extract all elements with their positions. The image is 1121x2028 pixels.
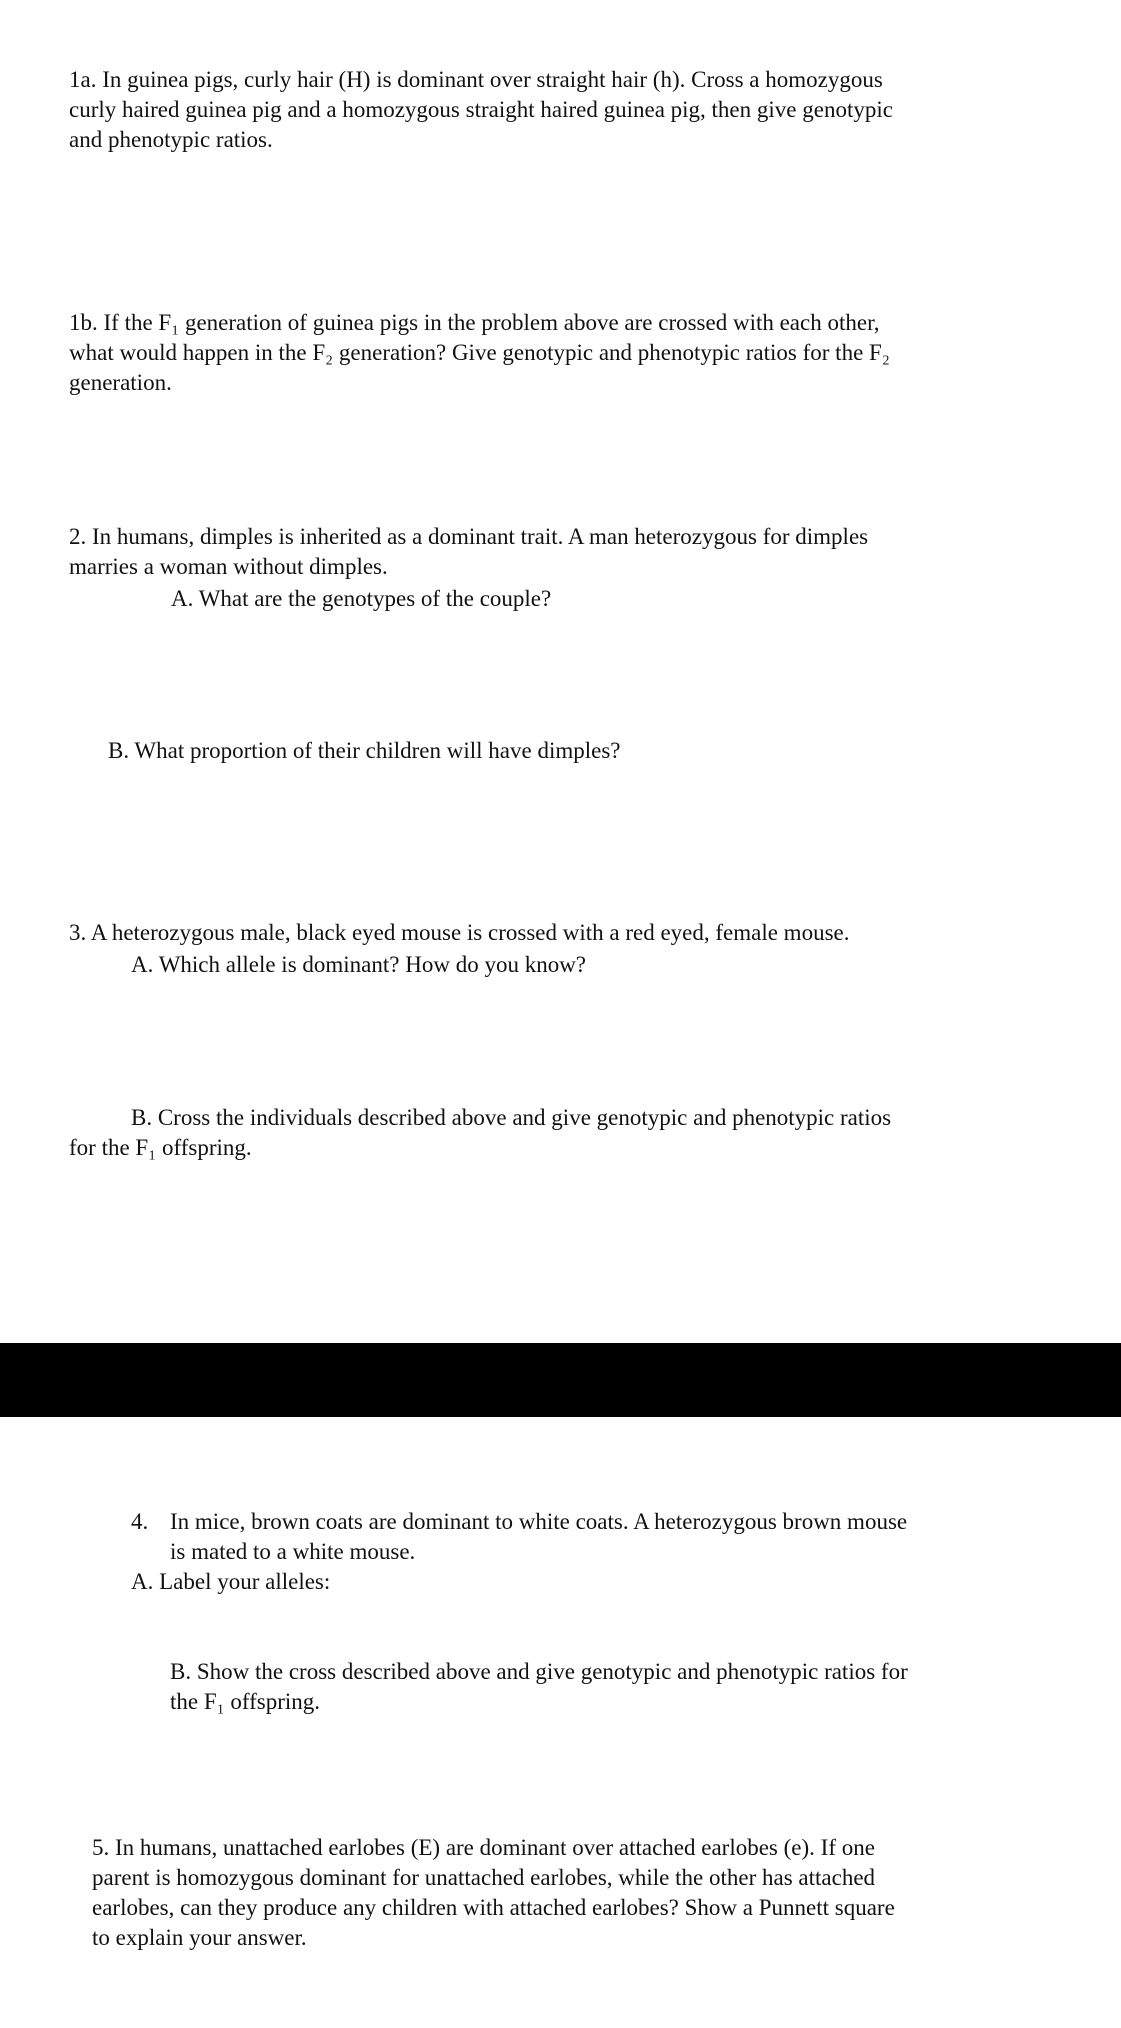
question-3b-line: B. Cross the individuals described above and give genotypic and phenotypic ratios [131,1105,892,1130]
question-4-line: is mated to a white mouse. [170,1539,416,1564]
question-5-line: to explain your answer. [92,1925,307,1950]
question-4a [131,1567,1121,1597]
question-3b [69,1103,1059,1163]
question-1b [69,308,1059,398]
question-3 [69,918,1059,948]
question-5 [92,1833,1032,1953]
question-2 [69,522,1059,582]
question-2b-text: B. What proportion of their children will have dimples? [108,738,621,763]
question-2a [171,584,1121,614]
question-3b-line: for the F₁ offspring. [69,1135,252,1160]
question-4b-line: B. Show the cross described above and give genotypic and phenotypic ratios for [170,1659,908,1684]
question-5-line: earlobes, can they produce any children with attached earlobes? Show a Punnett square [92,1895,895,1920]
question-4b [170,1657,1030,1717]
question-1b-line: what would happen in the F₂ generation? Give genotypic and phenotypic ratios for the F₂ [69,340,890,365]
question-1b-line: 1b. If the F₁ generation of guinea pigs in the problem above are crossed with each other, [69,310,880,335]
question-1b-line: generation. [69,370,172,395]
question-4b-line: the F₁ offspring. [170,1689,321,1714]
question-5-line: 5. In humans, unattached earlobes (E) are dominant over attached earlobes (e). If one [92,1835,875,1860]
question-1a-line: 1a. In guinea pigs, curly hair (H) is dominant over straight hair (h). Cross a homozygous [69,67,883,92]
question-1a-line: curly haired guinea pig and a homozygous straight haired guinea pig, then give genotypic [69,97,893,122]
question-1a [69,65,1059,155]
question-2-line: 2. In humans, dimples is inherited as a dominant trait. A man heterozygous for dimples [69,524,869,549]
question-3a-text: A. Which allele is dominant? How do you know? [131,952,587,977]
question-3-stem: 3. A heterozygous male, black eyed mouse is crossed with a red eyed, female mouse. [69,920,850,945]
black-divider-band [0,1343,1121,1417]
question-4a-text: A. Label your alleles: [131,1569,331,1594]
question-2-line: marries a woman without dimples. [69,554,388,579]
question-5-line: parent is homozygous dominant for unattached earlobes, while the other has attached [92,1865,876,1890]
question-2a-text: A. What are the genotypes of the couple? [171,586,552,611]
question-4 [131,1507,1031,1567]
question-1a-line: and phenotypic ratios. [69,127,273,152]
question-4-number: 4. [131,1509,149,1534]
question-2b [108,736,1098,766]
question-4-line: In mice, brown coats are dominant to white coats. A heterozygous brown mouse [170,1509,908,1534]
question-3a [131,950,1121,980]
